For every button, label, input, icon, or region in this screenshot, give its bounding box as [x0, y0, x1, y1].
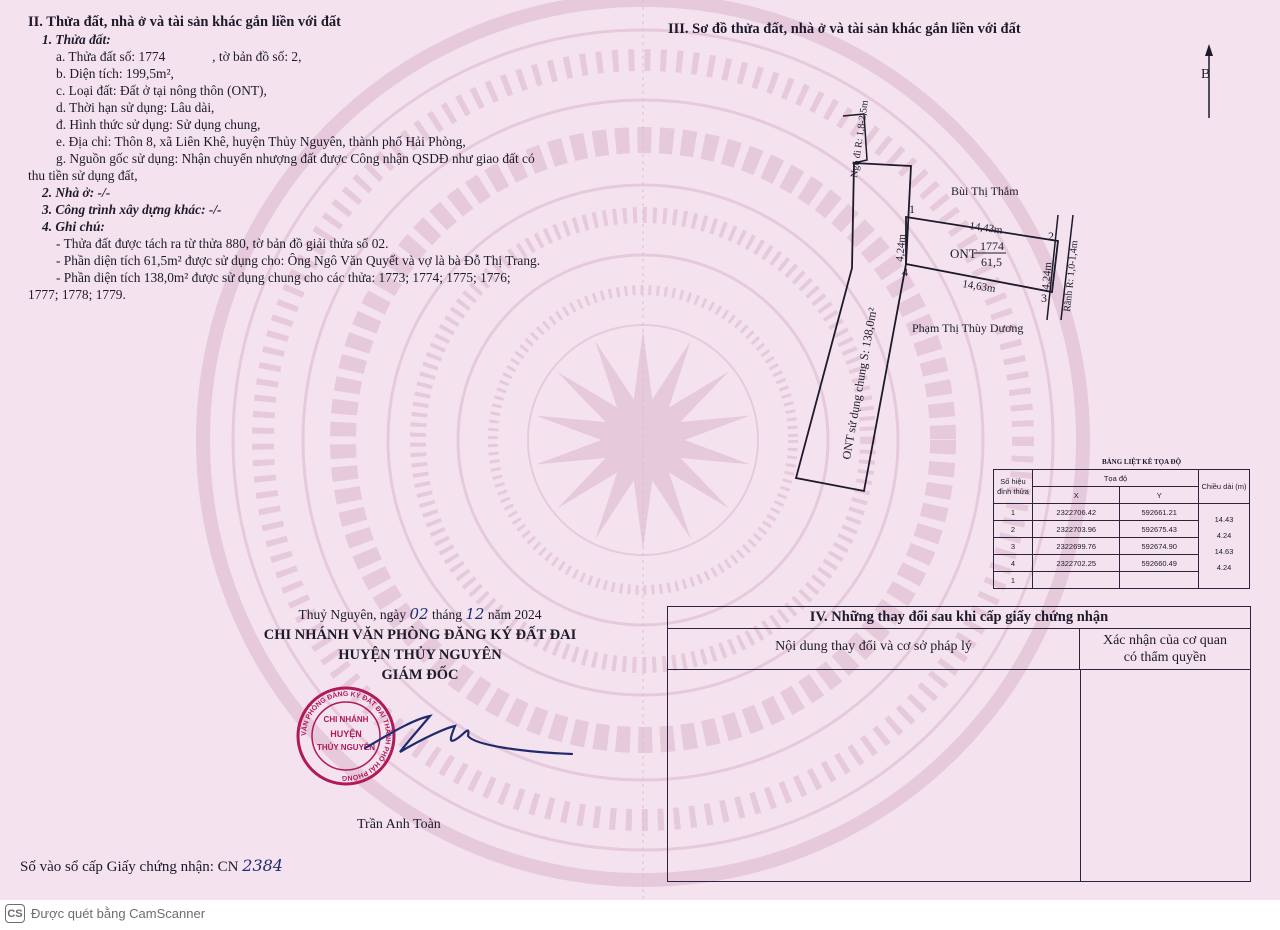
month-label: tháng — [431, 607, 462, 622]
shared-label: ONT sử dụng chung S: 138,0m² — [839, 306, 880, 461]
cell-x: 2322702.25 — [1033, 555, 1120, 572]
confirm-line-2: có thẩm quyền — [1123, 650, 1207, 665]
north-label: B — [1201, 67, 1211, 82]
col-x-header: X — [1033, 487, 1120, 504]
cell-y: 592675.43 — [1120, 521, 1199, 538]
cell-x: 2322703.96 — [1033, 521, 1120, 538]
changes-col-content: Nội dung thay đổi và cơ sở pháp lý — [668, 629, 1080, 669]
length-2: 4.24 — [1216, 531, 1232, 540]
cert-number-label: Số vào sổ cấp Giấy chứng nhận: CN — [20, 859, 239, 875]
year-label: năm 2024 — [487, 607, 542, 622]
cert-number-value: 2384 — [242, 856, 283, 875]
cell-x: 2322699.76 — [1033, 538, 1120, 555]
note-2: - Phần diện tích 61,5m² được sử dụng cho: Ông Ngô Văn Quyết và vợ là bà Đỗ Thị Trang. — [56, 253, 541, 268]
edge-left-label: 4,24m — [894, 233, 909, 263]
seal-center-3: THỦY NGUYÊN — [316, 743, 376, 752]
official-seal — [298, 688, 394, 784]
land-item-b: b. Diện tích: 199,5m², — [56, 66, 174, 81]
date-day: 02 — [409, 605, 429, 623]
construction-line: 3. Công trình xây dựng khác: -/- — [42, 202, 222, 217]
cell-y: 592660.49 — [1120, 555, 1199, 572]
alley-label: Ngõ đi R: 1,8-2,5m — [849, 99, 871, 179]
cell-x: 2322706.42 — [1033, 504, 1120, 521]
parcel-area: 61,5 — [981, 255, 1002, 269]
land-item-dd: đ. Hình thức sử dụng: Sử dụng chung, — [56, 117, 261, 132]
confirm-line-1: Xác nhận của cơ quan — [1102, 633, 1227, 648]
length-4: 4.24 — [1216, 563, 1232, 572]
position-title: GIÁM ĐỐC — [381, 667, 459, 683]
edge-top-label: 14,43m — [968, 220, 1004, 237]
col-point-header: Số hiệu đỉnh thửa — [994, 470, 1033, 504]
section3-heading: III. Sơ đồ thửa đất, nhà ở và tài sản khác gắn liền với đất — [668, 21, 1021, 37]
cell-point: 3 — [994, 538, 1033, 555]
cell-point: 2 — [994, 521, 1033, 538]
org-line-1: CHI NHÁNH VĂN PHÒNG ĐĂNG KÝ ĐẤT ĐAI — [263, 627, 577, 643]
col-coord-header: Tọa độ — [1033, 470, 1199, 487]
edge-right-label: 4,24m — [1040, 261, 1055, 291]
point-2: 2 — [1048, 229, 1054, 243]
length-3: 14.63 — [1214, 547, 1234, 556]
ditch-label: Rãnh R: 1,0-1,4m — [1062, 239, 1081, 313]
date-month: 12 — [465, 605, 485, 623]
col-y-header: Y — [1120, 487, 1199, 504]
col-length-header: Chiều dài (m) — [1199, 470, 1250, 504]
org-line-2: HUYỆN THỦY NGUYÊN — [338, 647, 502, 663]
place-date-prefix: Thuỷ Nguyên, ngày — [298, 607, 407, 622]
land-item-a: a. Thửa đất số: 1774 , tờ bản đồ số: 2, — [56, 49, 302, 64]
changes-section — [667, 606, 1251, 882]
point-4: 4 — [902, 265, 908, 279]
certificate-number — [20, 856, 283, 876]
coord-table-title: BẢNG LIỆT KÊ TỌA ĐỘ — [1101, 458, 1182, 466]
note-1: - Thửa đất được tách ra từ thửa 880, tờ bản đồ giải thửa số 02. — [56, 236, 389, 251]
point-3: 3 — [1041, 291, 1047, 305]
land-item-g-cont: thu tiền sử dụng đất, — [28, 168, 138, 183]
seal-center-1: CHI NHÁNH — [323, 715, 369, 724]
changes-title: IV. Những thay đổi sau khi cấp giấy chứng nhận — [668, 607, 1250, 629]
seal-ring-text: VĂN PHÒNG ĐĂNG KÝ ĐẤT ĐAI THÀNH PHỐ HẢI PHÒNG — [300, 690, 392, 782]
changes-col-confirm — [1080, 629, 1250, 669]
cell-point: 1 — [994, 504, 1033, 521]
handwritten-signature — [365, 716, 572, 754]
cell-point: 1 — [994, 572, 1033, 589]
land-item-e: e. Địa chỉ: Thôn 8, xã Liên Khê, huyện Thủy Nguyên, thành phố Hải Phòng, — [56, 134, 466, 149]
seal-center-2: HUYỆN — [330, 729, 362, 739]
point-1: 1 — [909, 202, 915, 216]
neighbor-north: Bùi Thị Thắm — [951, 184, 1019, 198]
note-3: - Phần diện tích 138,0m² được sử dụng chung cho các thửa: 1773; 1774; 1775; 1776; — [56, 270, 511, 285]
notes-heading: 4. Ghi chú: — [42, 219, 105, 234]
house-line: 2. Nhà ở: -/- — [42, 185, 111, 200]
length-1: 14.43 — [1214, 515, 1234, 524]
parcel-type: ONT — [950, 246, 977, 261]
note-3-cont: 1777; 1778; 1779. — [28, 287, 126, 302]
camscanner-logo-icon: CS — [5, 904, 25, 923]
land-item-d: d. Thời hạn sử dụng: Lâu dài, — [56, 100, 215, 115]
land-item-g: g. Nguồn gốc sử dụng: Nhận chuyển nhượng đất được Công nhận QSDĐ như giao đất có — [56, 151, 535, 166]
land-heading: 1. Thửa đất: — [42, 32, 111, 47]
neighbor-south: Phạm Thị Thùy Dương — [912, 321, 1024, 335]
cell-point: 4 — [994, 555, 1033, 572]
cell-y: 592661.21 — [1120, 504, 1199, 521]
changes-divider — [1080, 670, 1081, 881]
edge-bottom-label: 14,63m — [961, 278, 997, 296]
signer-name: Trần Anh Toàn — [357, 817, 441, 832]
parcel-number: 1774 — [980, 239, 1004, 253]
camscanner-watermark: Được quét bằng CamScanner — [31, 906, 206, 921]
section2-heading: II. Thửa đất, nhà ở và tài sản khác gắn liền với đất — [28, 14, 341, 30]
land-item-c: c. Loại đất: Đất ở tại nông thôn (ONT), — [56, 83, 267, 98]
cell-y: 592674.90 — [1120, 538, 1199, 555]
